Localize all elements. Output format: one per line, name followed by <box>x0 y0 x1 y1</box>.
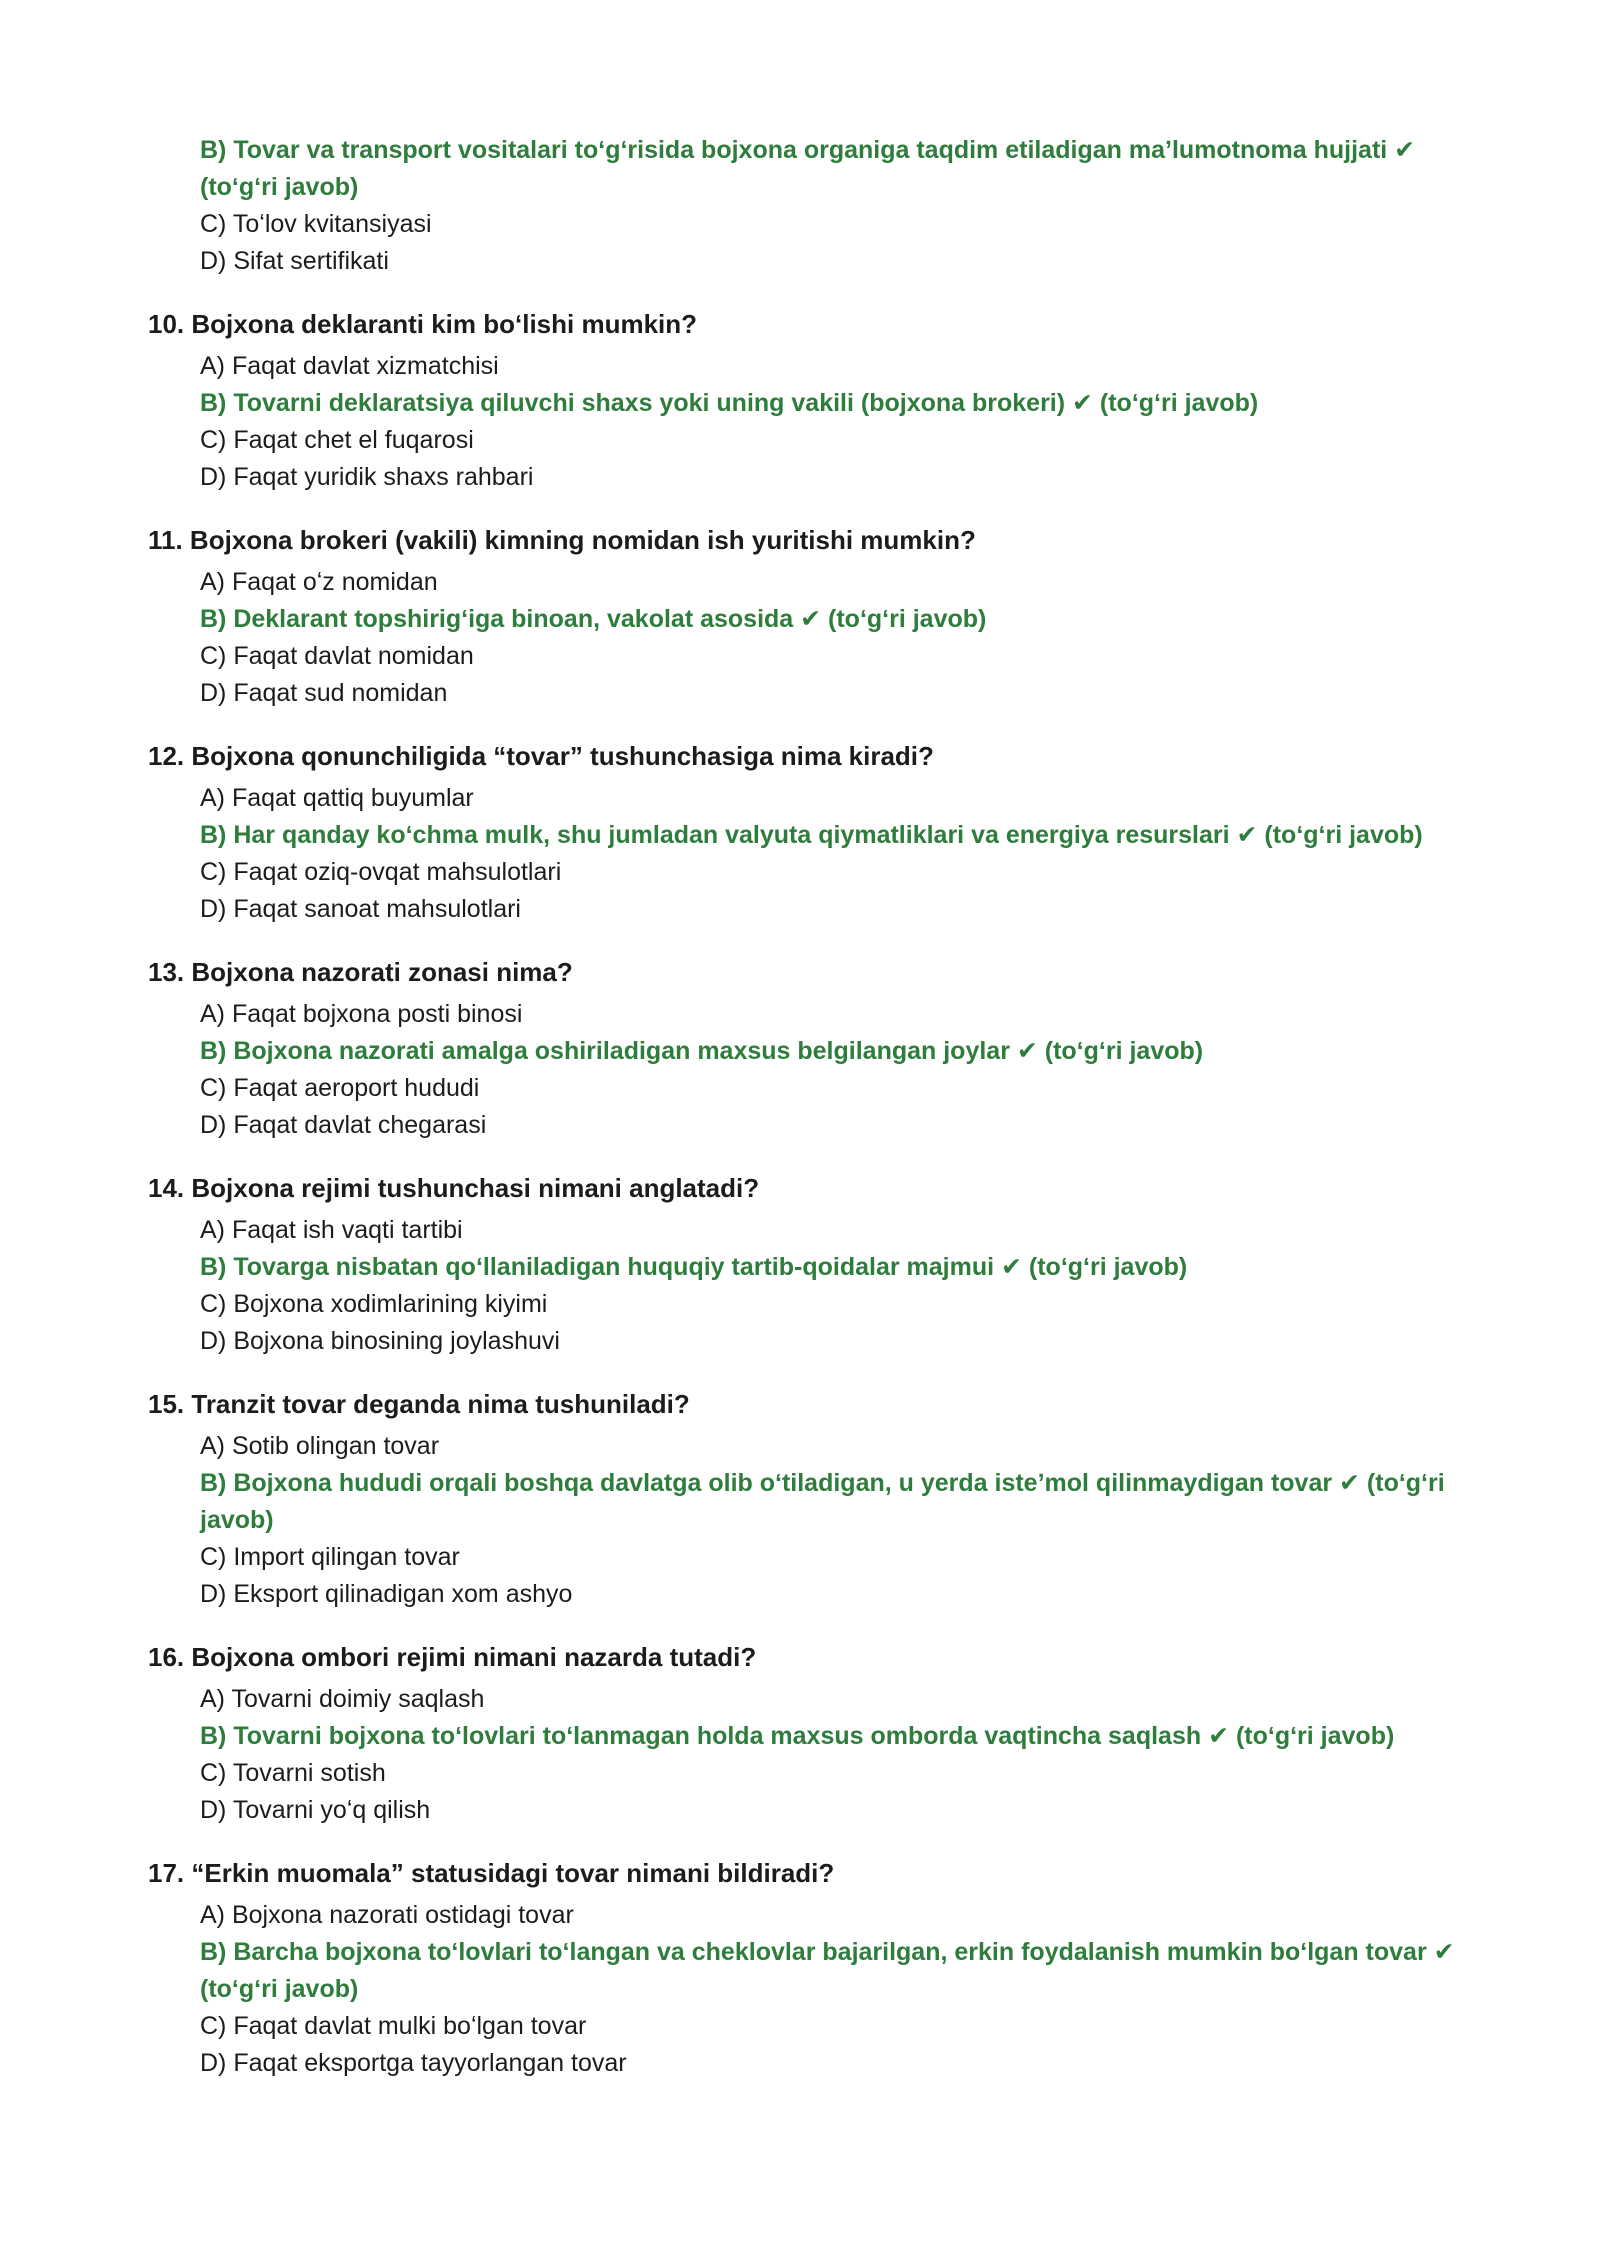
question-16 <box>148 1637 1458 1829</box>
answer-option: D) Tovarni yoʻq qilish <box>200 1796 431 1824</box>
answer-option-correct: B) Har qanday koʻchma mulk, shu jumladan valyuta qiymatliklari va energiya resurslari ✔ (toʻgʻri javob) <box>200 821 1423 849</box>
answer-option: A) Faqat davlat xizmatchisi <box>200 352 499 380</box>
answer-option: A) Faqat bojxona posti binosi <box>200 1000 523 1028</box>
answer-option: D) Faqat sanoat mahsulotlari <box>200 895 521 923</box>
answer-option: C) Import qilingan tovar <box>200 1543 460 1571</box>
answer-option: A) Faqat ish vaqti tartibi <box>200 1216 463 1244</box>
answer-option: A) Faqat qattiq buyumlar <box>200 784 474 812</box>
answer-option: D) Faqat davlat chegarasi <box>200 1111 487 1139</box>
answer-option: C) Toʻlov kvitansiyasi <box>200 210 432 238</box>
answer-option: C) Faqat davlat mulki boʻlgan tovar <box>200 2012 587 2040</box>
answer-option: D) Sifat sertifikati <box>200 247 389 275</box>
answer-option: C) Tovarni sotish <box>200 1759 386 1787</box>
answer-option: D) Bojxona binosining joylashuvi <box>200 1327 560 1355</box>
answer-option: D) Faqat yuridik shaxs rahbari <box>200 463 534 491</box>
question-title: 10. Bojxona deklaranti kim boʻlishi mumkin? <box>148 309 698 339</box>
answer-option: D) Eksport qilinadigan xom ashyo <box>200 1580 573 1608</box>
answer-option: C) Faqat chet el fuqarosi <box>200 426 474 454</box>
answer-option: C) Faqat aeroport hududi <box>200 1074 480 1102</box>
quiz-content <box>148 132 1458 2082</box>
answer-option-correct: B) Bojxona nazorati amalga oshiriladigan maxsus belgilangan joylar ✔ (toʻgʻri javob) <box>200 1037 1204 1065</box>
question-10 <box>148 304 1458 496</box>
answer-option-correct: B) Tovarni deklaratsiya qiluvchi shaxs yoki uning vakili (bojxona brokeri) ✔ (toʻgʻri javob) <box>200 389 1259 417</box>
question-12 <box>148 736 1458 928</box>
answer-option: C) Faqat oziq-ovqat mahsulotlari <box>200 858 562 886</box>
question-title: 13. Bojxona nazorati zonasi nima? <box>148 957 573 987</box>
answer-option: A) Bojxona nazorati ostidagi tovar <box>200 1901 574 1929</box>
question-9-continuation <box>148 132 1458 280</box>
question-title: 11. Bojxona brokeri (vakili) kimning nomidan ish yuritishi mumkin? <box>148 525 976 555</box>
question-title: 14. Bojxona rejimi tushunchasi nimani anglatadi? <box>148 1173 760 1203</box>
question-17 <box>148 1853 1458 2082</box>
question-11 <box>148 520 1458 712</box>
answer-option-correct: B) Tovarga nisbatan qoʻllaniladigan huquqiy tartib-qoidalar majmui ✔ (toʻgʻri javob) <box>200 1253 1188 1281</box>
question-13 <box>148 952 1458 1144</box>
answer-option: D) Faqat sud nomidan <box>200 679 448 707</box>
answer-option: B) Tovar va transport vositalari toʻgʻrisida bojxona organiga taqdim etiladigan maʼlumotnoma hujjati ✔ (toʻgʻri javob) <box>200 136 1416 201</box>
answer-option-correct: B) Tovarni bojxona toʻlovlari toʻlanmagan holda maxsus omborda vaqtincha saqlash ✔ (toʻgʻri javob) <box>200 1722 1395 1750</box>
question-title: 12. Bojxona qonunchiligida “tovar” tushunchasiga nima kiradi? <box>148 741 934 771</box>
question-title: 15. Tranzit tovar deganda nima tushuniladi? <box>148 1389 690 1419</box>
answer-option: C) Faqat davlat nomidan <box>200 642 474 670</box>
answer-option-correct: B) Barcha bojxona toʻlovlari toʻlangan va cheklovlar bajarilgan, erkin foydalanish mumkin boʻlgan tovar ✔ (toʻgʻri javob) <box>200 1938 1455 2003</box>
answer-option: A) Sotib olingan tovar <box>200 1432 440 1460</box>
answer-option: A) Faqat oʻz nomidan <box>200 568 438 596</box>
answer-option-correct: B) Deklarant topshirigʻiga binoan, vakolat asosida ✔ (toʻgʻri javob) <box>200 605 987 633</box>
question-title: 17. “Erkin muomala” statusidagi tovar nimani bildiradi? <box>148 1858 835 1888</box>
answer-option-correct: B) Bojxona hududi orqali boshqa davlatga olib oʻtiladigan, u yerda isteʼmol qilinmaydigan tovar ✔ (toʻgʻri javob) <box>200 1469 1445 1534</box>
question-14 <box>148 1168 1458 1360</box>
answer-option: A) Tovarni doimiy saqlash <box>200 1685 485 1713</box>
question-15 <box>148 1384 1458 1613</box>
answer-option: D) Faqat eksportga tayyorlangan tovar <box>200 2049 627 2077</box>
question-title: 16. Bojxona ombori rejimi nimani nazarda tutadi? <box>148 1642 757 1672</box>
answer-option: C) Bojxona xodimlarining kiyimi <box>200 1290 548 1318</box>
